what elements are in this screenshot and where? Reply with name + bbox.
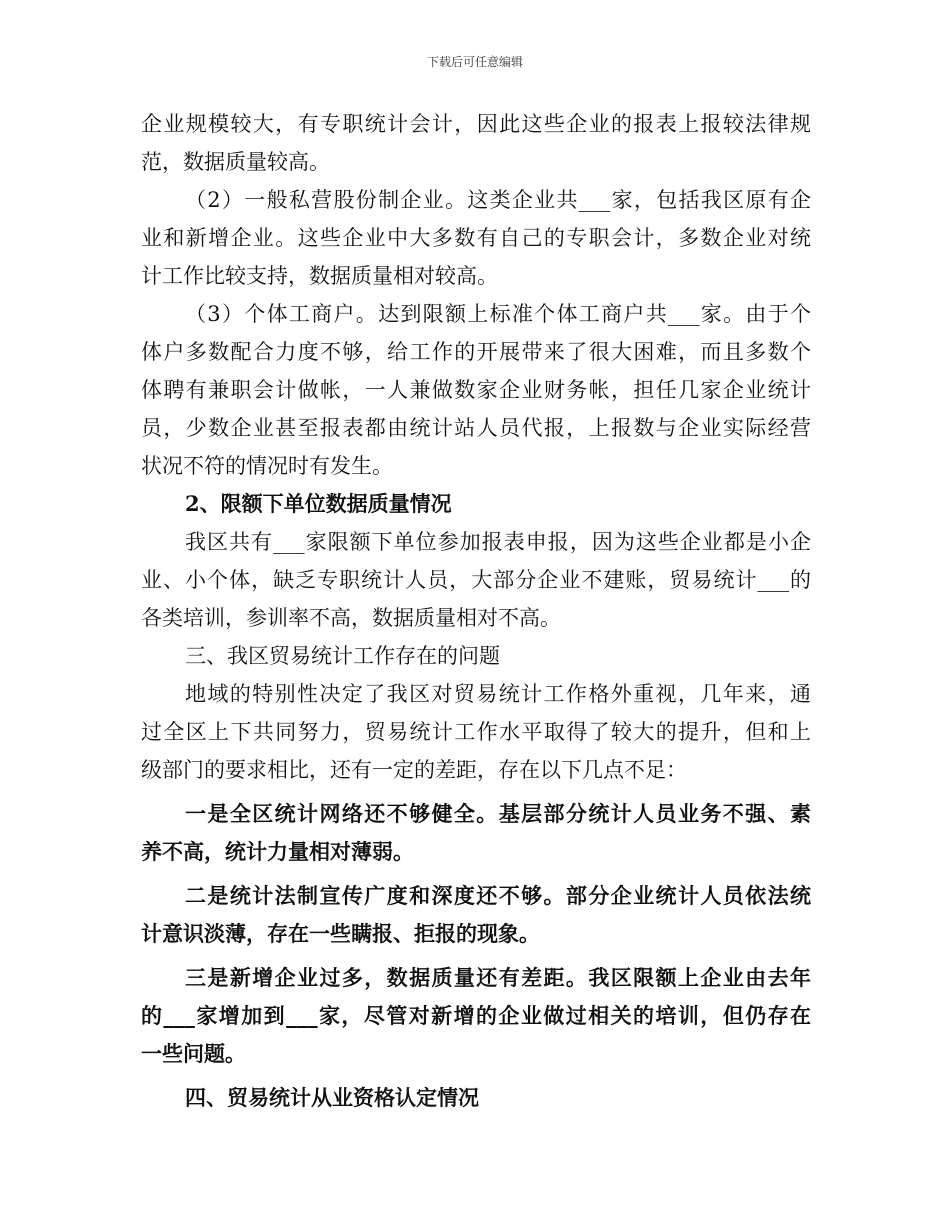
paragraph-line: 企业规模较大，有专职统计会计，因此这些企业的报表上报较法律规: [141, 112, 811, 136]
section-heading: 2、限额下单位数据质量情况: [185, 491, 452, 516]
paragraph-line: 的___家增加到___家，尽管对新增的企业做过相关的培训，但仍存在: [141, 1003, 811, 1028]
paragraph-line: 级部门的要求相比，还有一定的差距，存在以下几点不足：: [141, 758, 687, 782]
paragraph-line: 计意识淡薄，存在一些瞒报、拒报的现象。: [141, 921, 540, 946]
document-body: [141, 105, 811, 1117]
paragraph-line: 体聘有兼职会计做帐，一人兼做数家企业财务帐，担任几家企业统计: [141, 378, 811, 402]
paragraph-line: 业、小个体，缺乏专职统计人员，大部分企业不建账，贸易统计___的: [141, 568, 811, 592]
paragraph-line: 一是全区统计网络还不够健全。基层部分统计人员业务不强、素: [185, 801, 811, 826]
paragraph-line: （3）个体工商户。达到限额上标准个体工商户共___家。由于个: [185, 302, 811, 326]
paragraph-line: 地域的特别性决定了我区对贸易统计工作格外重视，几年来，通: [185, 682, 811, 706]
paragraph-line: 一些问题。: [141, 1041, 246, 1066]
section-heading: 四、贸易统计从业资格认定情况: [185, 1085, 479, 1110]
paragraph-line: 二是统计法制宣传广度和深度还不够。部分企业统计人员依法统: [185, 883, 811, 908]
paragraph-line: 计工作比较支持，数据质量相对较高。: [141, 264, 498, 288]
paragraph-line: 过全区上下共同努力，贸易统计工作水平取得了较大的提升，但和上: [141, 720, 811, 744]
paragraph-line: 各类培训，参训率不高，数据质量相对不高。: [141, 606, 561, 630]
paragraph-line: 我区共有___家限额下单位参加报表申报，因为这些企业都是小企: [185, 530, 811, 554]
paragraph-line: 员，少数企业甚至报表都由统计站人员代报，上报数与企业实际经营: [141, 416, 811, 440]
paragraph-line: 三是新增企业过多，数据质量还有差距。我区限额上企业由去年: [185, 965, 811, 990]
paragraph-line: 养不高，统计力量相对薄弱。: [141, 839, 414, 864]
paragraph-line: 状况不符的情况时有发生。: [141, 454, 393, 478]
paragraph-line: （2）一般私营股份制企业。这类企业共___家，包括我区原有企: [185, 188, 811, 212]
section-heading: 三、我区贸易统计工作存在的问题: [185, 644, 500, 668]
paragraph-line: 范，数据质量较高。: [141, 150, 330, 174]
paragraph-line: 业和新增企业。这些企业中大多数有自己的专职会计，多数企业对统: [141, 226, 811, 250]
page-header: 下载后可任意编辑: [426, 55, 523, 69]
paragraph-line: 体户多数配合力度不够，给工作的开展带来了很大困难，而且多数个: [141, 340, 811, 364]
